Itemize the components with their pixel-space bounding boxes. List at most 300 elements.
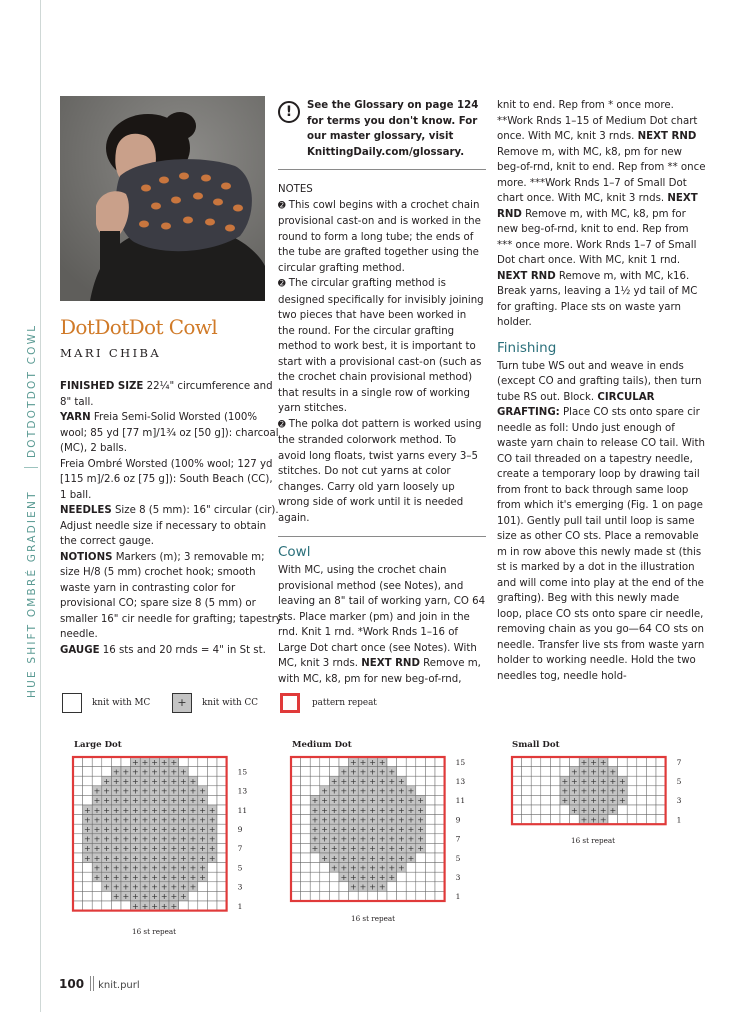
mc-stitch [301, 891, 311, 901]
cc-symbol: + [350, 853, 357, 863]
row-number: 3 [455, 873, 461, 882]
row-number: 3 [676, 796, 682, 806]
chart-title-small: Small Dot [512, 740, 560, 750]
cc-symbol: + [580, 805, 588, 815]
mc-stitch [637, 805, 647, 815]
cc-symbol: + [388, 777, 396, 786]
cc-symbol: + [378, 863, 386, 873]
section-label: HUE SHIFT OMBRÉ GRADIENT [26, 490, 38, 698]
cc-symbol: + [112, 863, 120, 873]
mc-stitch [217, 863, 227, 873]
cc-symbol: + [180, 863, 187, 873]
large-dot-chart [73, 757, 263, 927]
cc-symbol: + [180, 834, 187, 844]
cc-symbol: + [170, 786, 178, 796]
mc-stitch [339, 891, 349, 901]
cc-symbol: + [151, 825, 158, 834]
mc-stitch [425, 872, 435, 882]
cc-symbol: + [407, 834, 415, 844]
mc-stitch [522, 815, 532, 825]
mc-stitch [656, 795, 666, 805]
cc-symbol: + [189, 825, 197, 834]
mc-stitch [656, 786, 666, 796]
cc-symbol: + [170, 844, 178, 854]
mc-stitch [531, 757, 541, 767]
mc-stitch [656, 767, 666, 777]
cc-symbol: + [388, 825, 396, 834]
cc-symbol: + [388, 863, 396, 873]
cc-symbol: + [151, 767, 158, 777]
mc-stitch [637, 757, 647, 767]
mc-stitch [207, 776, 217, 786]
cc-symbol: + [580, 786, 588, 796]
cc-symbol: + [93, 825, 101, 834]
cc-symbol: + [112, 815, 120, 825]
mc-stitch [198, 757, 208, 767]
spec-finished-size: FINISHED SIZE 22¼" circumference and 8" tall. [60, 381, 273, 408]
mc-stitch [406, 767, 416, 777]
cc-symbol: + [609, 805, 617, 815]
mc-stitch [310, 853, 320, 863]
mc-stitch [531, 776, 541, 786]
mc-stitch [435, 843, 445, 853]
mc-stitch [320, 757, 330, 767]
mc-stitch [646, 757, 656, 767]
chart-grid [73, 757, 227, 911]
cc-symbol: + [580, 815, 588, 825]
cc-symbol: + [417, 815, 424, 825]
cc-symbol: + [160, 777, 168, 786]
cc-symbol: + [378, 757, 386, 767]
mc-stitch [570, 757, 580, 767]
mc-stitch [92, 757, 102, 767]
cc-symbol: + [388, 786, 396, 796]
cc-symbol: + [103, 815, 110, 825]
cc-symbol: + [378, 805, 386, 815]
cc-symbol: + [151, 834, 158, 844]
cc-symbol: + [112, 767, 120, 777]
cc-symbol: + [122, 873, 130, 882]
mc-stitch [425, 882, 435, 892]
mc-stitch [522, 805, 532, 815]
mc-stitch [522, 757, 532, 767]
mc-stitch [320, 767, 330, 777]
chart-grid [291, 757, 445, 901]
cc-symbol: + [350, 834, 357, 844]
mc-stitch [512, 815, 522, 825]
cc-symbol: + [160, 863, 168, 873]
mc-stitch [310, 872, 320, 882]
cc-symbol: + [350, 844, 357, 854]
cc-symbol: + [330, 853, 338, 863]
cc-symbol: + [160, 892, 168, 902]
cc-symbol: + [112, 786, 120, 796]
mc-stitch [406, 776, 416, 786]
cc-symbol: + [170, 796, 178, 806]
mc-stitch [92, 776, 102, 786]
mc-stitch [416, 786, 426, 796]
cc-symbol: + [369, 815, 376, 825]
cc-symbol: + [170, 825, 178, 834]
cc-symbol: + [122, 815, 130, 825]
cc-symbol: + [311, 834, 319, 844]
mc-stitch [207, 872, 217, 882]
mc-stitch [301, 767, 311, 777]
cc-symbol: + [160, 825, 168, 834]
row-number: 3 [237, 882, 243, 892]
row-number: 9 [455, 815, 461, 825]
mc-stitch [435, 882, 445, 892]
mc-stitch [416, 757, 426, 767]
mc-stitch [550, 815, 560, 825]
cc-symbol: + [340, 796, 348, 806]
cc-symbol: + [170, 873, 178, 882]
mc-stitch [531, 767, 541, 777]
cc-symbol: + [609, 767, 617, 777]
mc-stitch [291, 824, 301, 834]
mc-stitch [301, 815, 311, 825]
mc-stitch [531, 786, 541, 796]
mc-stitch [217, 815, 227, 825]
mc-stitch [83, 891, 93, 901]
cc-symbol: + [359, 757, 367, 767]
mc-stitch [560, 767, 570, 777]
mc-stitch [435, 805, 445, 815]
cc-symbol: + [84, 815, 91, 825]
mc-stitch [618, 805, 628, 815]
mc-stitch [291, 815, 301, 825]
cc-symbol: + [369, 767, 376, 777]
cc-symbol: + [141, 796, 149, 806]
spec-yarn-cc: Freia Ombré Worsted (100% wool; 127 yd [115 m]/2.6 oz [75 g]): South Beach (CC), 1 ball. [60, 458, 273, 501]
cc-symbol: + [132, 901, 139, 911]
cc-symbol: + [378, 882, 386, 892]
instructions-column [497, 98, 707, 684]
row-number: 1 [676, 815, 682, 825]
row-number: 15 [455, 757, 466, 767]
mc-stitch [73, 834, 83, 844]
mc-stitch [111, 757, 121, 767]
magazine-name: knit.purl [98, 980, 140, 991]
cc-symbol: + [112, 825, 120, 834]
mc-stitch [73, 901, 83, 911]
cc-symbol: + [417, 796, 424, 806]
cc-symbol: + [112, 844, 120, 854]
cc-symbol: + [571, 767, 578, 777]
mc-stitch [637, 795, 647, 805]
row-number: 11 [455, 796, 466, 806]
cc-symbol: + [93, 844, 101, 854]
mc-stitch [512, 767, 522, 777]
mc-stitch [406, 872, 416, 882]
mc-stitch [570, 815, 580, 825]
mc-stitch [435, 824, 445, 834]
exclamation-icon: ! [278, 101, 300, 123]
cc-symbol: + [599, 767, 607, 777]
cc-symbol: + [321, 805, 328, 815]
cc-symbol: + [378, 815, 386, 825]
mc-swatch [62, 693, 82, 713]
mc-stitch [425, 795, 435, 805]
cc-symbol: + [103, 882, 110, 892]
mc-stitch [73, 795, 83, 805]
cc-symbol: + [208, 844, 216, 854]
cc-symbol: + [93, 786, 101, 796]
mc-stitch [435, 863, 445, 873]
cc-symbol: + [112, 796, 120, 806]
cc-symbol: + [84, 844, 91, 854]
cc-symbol: + [398, 796, 405, 806]
mc-stitch [627, 805, 637, 815]
mc-stitch [121, 901, 131, 911]
mc-stitch [291, 853, 301, 863]
cc-symbol: + [141, 882, 149, 892]
cc-symbol: + [350, 786, 357, 796]
cc-symbol: + [141, 767, 149, 777]
mc-stitch [397, 872, 407, 882]
cc-symbol: + [609, 777, 617, 786]
cc-symbol: + [180, 853, 187, 863]
cc-symbol: + [321, 825, 328, 834]
cc-symbol: + [189, 863, 197, 873]
cc-symbol: + [180, 767, 187, 777]
cc-symbol: + [103, 777, 110, 786]
spec-yarn: YARN Freia Semi-Solid Worsted (100% wool; 85 yd [77 m]/1¾ oz [50 g]): charcoal (MC), 2 balls. [60, 412, 279, 454]
cc-symbol: + [180, 796, 187, 806]
cc-symbol: + [407, 805, 415, 815]
mc-stitch [291, 891, 301, 901]
arrow-bullet-icon: ➋ [278, 200, 286, 211]
mc-stitch [320, 882, 330, 892]
cc-symbol: + [609, 796, 617, 806]
small-dot-chart [512, 757, 702, 837]
mc-stitch [301, 843, 311, 853]
cc-symbol: + [590, 786, 597, 796]
mc-stitch [207, 757, 217, 767]
mc-stitch [310, 757, 320, 767]
mc-stitch [329, 767, 339, 777]
cc-symbol: + [122, 786, 130, 796]
cc-symbol: + [359, 825, 367, 834]
mc-stitch [320, 891, 330, 901]
cc-symbol: + [160, 767, 168, 777]
mc-stitch [627, 795, 637, 805]
cc-symbol: + [103, 796, 110, 806]
cc-symbol: + [350, 777, 357, 786]
mc-stitch [435, 767, 445, 777]
mc-stitch [531, 815, 541, 825]
cc-symbol: + [208, 853, 216, 863]
mc-stitch [207, 882, 217, 892]
cc-symbol: + [407, 815, 415, 825]
mc-stitch [550, 805, 560, 815]
mc-stitch [188, 891, 198, 901]
mc-stitch [217, 805, 227, 815]
cc-symbol: + [160, 882, 168, 892]
cc-symbol: + [359, 853, 367, 863]
cc-symbol: + [590, 757, 597, 767]
cc-symbol: + [350, 757, 357, 767]
mc-stitch [291, 834, 301, 844]
cc-symbol: + [180, 873, 187, 882]
cc-symbol: + [141, 892, 149, 902]
mc-stitch [406, 882, 416, 892]
cc-symbol: + [132, 882, 139, 892]
cc-symbol: + [359, 805, 367, 815]
mc-stitch [656, 815, 666, 825]
mc-stitch [198, 891, 208, 901]
cc-symbol: + [561, 786, 569, 796]
mc-stitch [92, 901, 102, 911]
cc-symbol: + [180, 777, 187, 786]
mc-stitch [73, 882, 83, 892]
cc-symbol: + [189, 796, 197, 806]
notes-heading: NOTES [278, 184, 313, 195]
mc-stitch [435, 815, 445, 825]
cc-symbol: + [388, 844, 396, 854]
cc-symbol: + [340, 853, 348, 863]
mc-stitch [329, 882, 339, 892]
cc-symbol: + [330, 834, 338, 844]
cc-symbol: + [571, 796, 578, 806]
cc-symbol: + [398, 805, 405, 815]
divider [278, 536, 486, 537]
cc-symbol: + [580, 757, 588, 767]
cc-symbol: + [350, 796, 357, 806]
cc-symbol: + [103, 863, 110, 873]
cc-symbol: + [141, 901, 149, 911]
cc-symbol: + [160, 786, 168, 796]
mc-stitch [397, 882, 407, 892]
cc-symbol: + [122, 777, 130, 786]
cc-symbol: + [378, 786, 386, 796]
model-photo-illustration [60, 96, 265, 301]
cc-symbol: + [151, 892, 158, 902]
cc-symbol: + [619, 796, 626, 806]
cc-symbol: + [103, 805, 110, 815]
cc-symbol: + [170, 853, 178, 863]
cc-symbol: + [378, 825, 386, 834]
cc-symbol: + [378, 834, 386, 844]
mc-stitch [217, 872, 227, 882]
cc-symbol: + [208, 805, 216, 815]
cc-symbol: + [151, 805, 158, 815]
mc-stitch [83, 757, 93, 767]
cc-symbol: + [170, 901, 178, 911]
mc-stitch [637, 767, 647, 777]
mc-stitch [102, 891, 112, 901]
cc-symbol: + [160, 815, 168, 825]
cc-symbol: + [199, 834, 206, 844]
mc-stitch [425, 863, 435, 873]
cc-symbol: + [199, 805, 206, 815]
cc-symbol: + [151, 786, 158, 796]
cc-symbol: + [122, 767, 130, 777]
row-number: 7 [676, 757, 682, 767]
cc-symbol: + [151, 815, 158, 825]
cc-symbol: + [132, 757, 139, 767]
mc-stitch [512, 786, 522, 796]
cc-symbol: + [388, 796, 396, 806]
mc-stitch [83, 901, 93, 911]
cc-symbol: + [132, 853, 139, 863]
cc-symbol: + [350, 767, 357, 777]
note-item: ➋ The polka dot pattern is worked using the stranded colorwork method. To avoid long floats, twist yarns every 3–5 stitches. Do not cut yarns at color changes. Carry old yarn loosely up wrong side of work until it is needed again. [278, 418, 482, 524]
cc-symbol: + [132, 815, 139, 825]
cc-symbol: + [141, 844, 149, 854]
cc-symbol: + [189, 834, 197, 844]
cc-symbol: + [132, 777, 139, 786]
cc-symbol: + [561, 777, 569, 786]
mc-stitch [207, 786, 217, 796]
mc-stitch [310, 882, 320, 892]
cc-symbol: + [112, 882, 120, 892]
cc-symbol: + [590, 805, 597, 815]
cc-symbol: + [151, 796, 158, 806]
cc-symbol: + [398, 834, 405, 844]
cc-symbol: + [407, 786, 415, 796]
mc-stitch [387, 891, 397, 901]
cc-symbol: + [311, 815, 319, 825]
mc-stitch [397, 891, 407, 901]
mc-stitch [310, 786, 320, 796]
cc-symbol: + [350, 873, 357, 882]
mc-stitch [217, 776, 227, 786]
cc-symbol: + [398, 853, 405, 863]
cc-symbol: + [599, 777, 607, 786]
cc-symbol: + [398, 844, 405, 854]
cc-symbol: + [340, 805, 348, 815]
cc-symbol: + [208, 834, 216, 844]
mc-stitch [217, 843, 227, 853]
cc-symbol: + [330, 825, 338, 834]
mc-stitch [541, 805, 551, 815]
cc-symbol: + [84, 853, 91, 863]
cc-symbol: + [359, 786, 367, 796]
mc-stitch [217, 795, 227, 805]
mc-stitch [541, 767, 551, 777]
cc-symbol: + [580, 767, 588, 777]
repeat-label: 16 st repeat [132, 927, 177, 936]
mc-stitch [310, 891, 320, 901]
mc-stitch [560, 805, 570, 815]
cc-symbol: + [151, 844, 158, 854]
mc-stitch [608, 757, 618, 767]
cc-symbol: + [170, 882, 178, 892]
mc-stitch [541, 757, 551, 767]
cc-symbol: + [160, 796, 168, 806]
mc-stitch [291, 843, 301, 853]
mc-stitch [92, 767, 102, 777]
mc-stitch [179, 757, 189, 767]
mc-stitch [102, 901, 112, 911]
cc-symbol: + [407, 844, 415, 854]
specs-column [60, 379, 282, 658]
cc-symbol: + [199, 815, 206, 825]
cc-symbol: + [398, 815, 405, 825]
cc-symbol: + [369, 834, 376, 844]
mc-stitch [310, 767, 320, 777]
cc-symbol: + [417, 834, 424, 844]
mc-stitch [435, 776, 445, 786]
mc-stitch [435, 786, 445, 796]
mc-stitch [531, 805, 541, 815]
mc-stitch [301, 834, 311, 844]
cc-symbol: + [103, 873, 110, 882]
mc-stitch [435, 853, 445, 863]
row-number: 13 [455, 777, 466, 786]
cc-symbol: + [84, 805, 91, 815]
